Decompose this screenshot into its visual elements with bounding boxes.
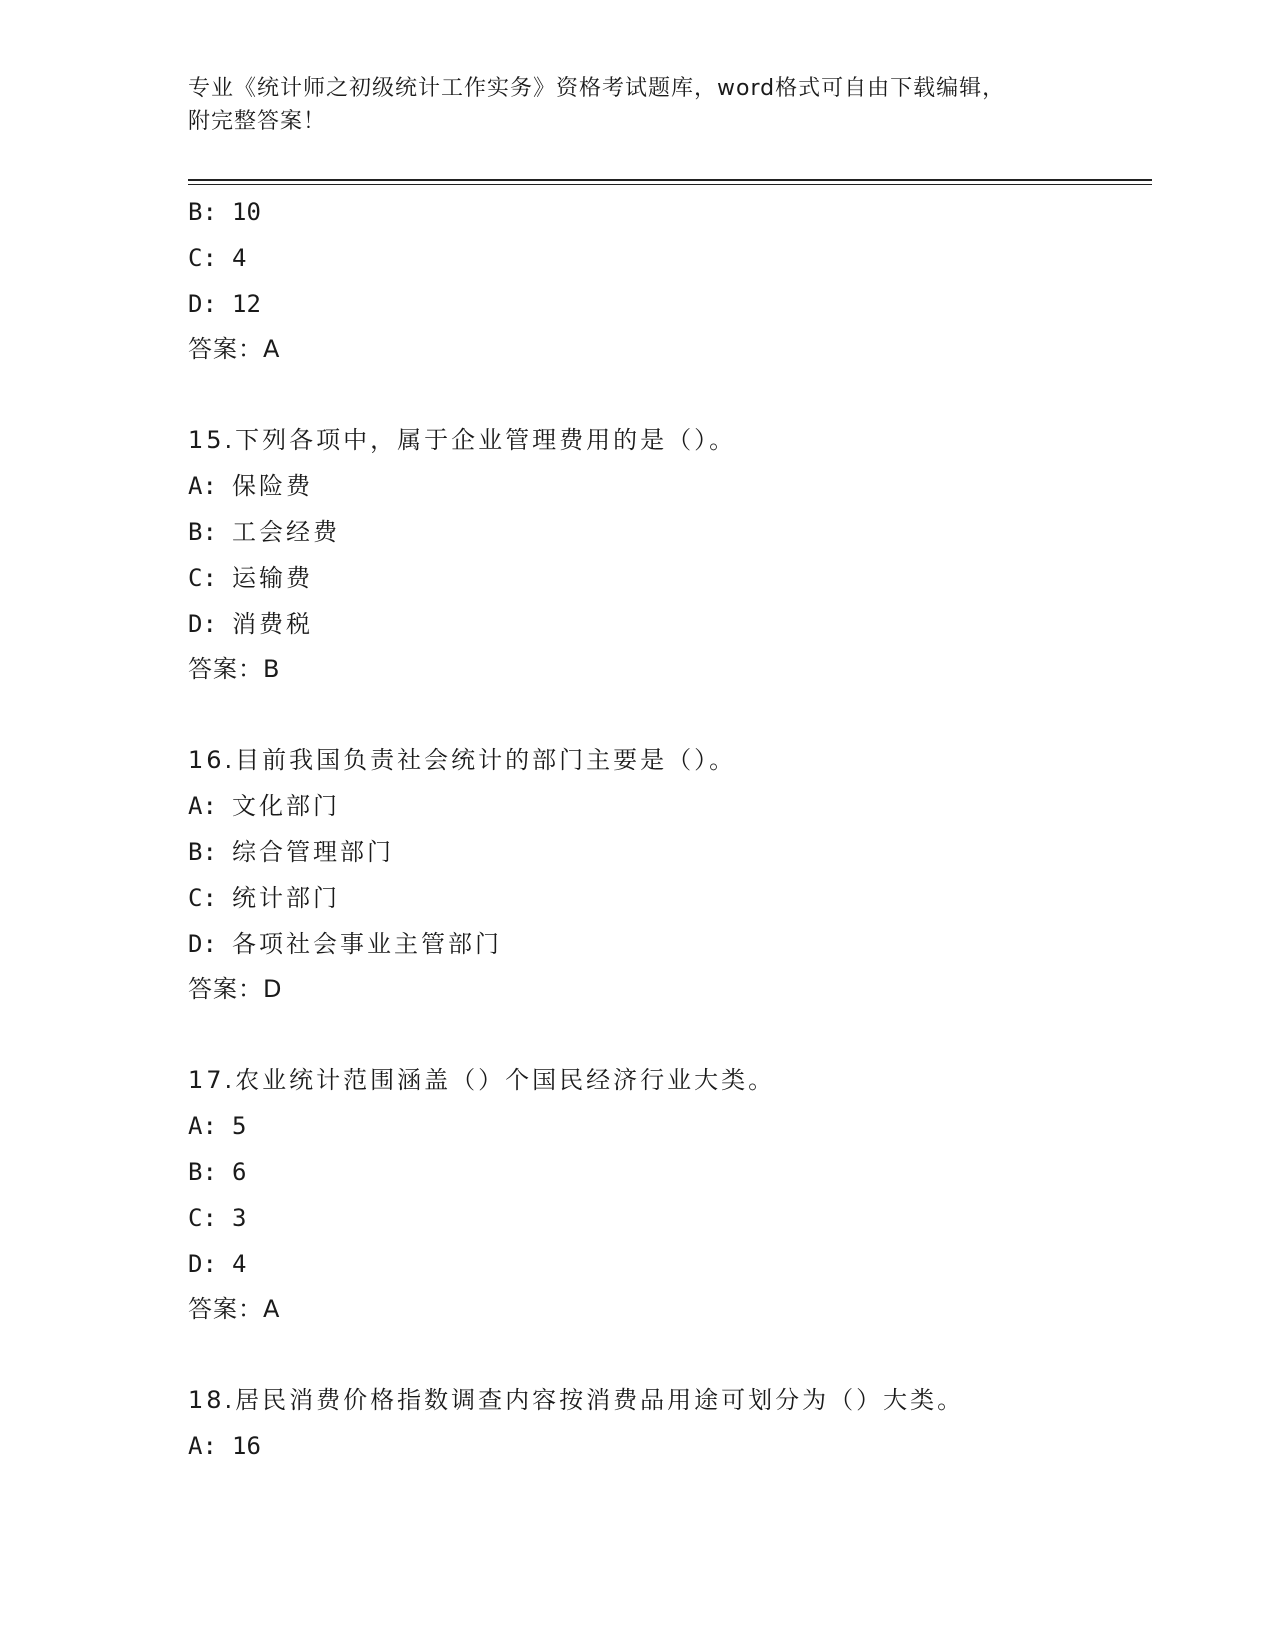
- option-letter: D:: [188, 930, 217, 958]
- option-text: 12: [232, 290, 261, 318]
- option-row: [188, 196, 261, 228]
- option-text: 4: [232, 244, 247, 272]
- option-letter: C:: [188, 1204, 217, 1232]
- option-text: 综合管理部门: [232, 838, 394, 866]
- question-stem: 18.居民消费价格指数调查内容按消费品用途可划分为（）大类。: [188, 1386, 965, 1414]
- question-stem: 17.农业统计范围涵盖（）个国民经济行业大类。: [188, 1066, 776, 1094]
- option-letter: C:: [188, 884, 217, 912]
- option-text: 16: [232, 1432, 261, 1460]
- option-text: 4: [232, 1250, 247, 1278]
- option-letter: C:: [188, 564, 217, 592]
- option-row: [188, 1156, 246, 1188]
- option-row: [188, 1202, 246, 1234]
- option-row: [188, 836, 394, 868]
- question-stem: 15.下列各项中，属于企业管理费用的是（）。: [188, 426, 737, 454]
- header-line-2: 附完整答案！: [188, 109, 327, 134]
- option-row: [188, 790, 340, 822]
- option-row: [188, 562, 313, 594]
- option-letter: A:: [188, 792, 217, 820]
- answer-line: 答案：A: [188, 335, 281, 363]
- header-divider-thin: [188, 184, 1152, 185]
- option-text: 工会经费: [232, 518, 340, 546]
- option-text: 保险费: [232, 472, 313, 500]
- option-text: 10: [232, 198, 261, 226]
- option-text: 消费税: [232, 610, 313, 638]
- option-letter: A:: [188, 1432, 217, 1460]
- option-row: [188, 470, 313, 502]
- option-text: 6: [232, 1158, 247, 1186]
- option-letter: D:: [188, 1250, 217, 1278]
- option-row: [188, 288, 261, 320]
- option-text: 5: [232, 1112, 247, 1140]
- option-letter: A:: [188, 1112, 217, 1140]
- header-divider-thick: [188, 179, 1152, 181]
- document-header: [188, 72, 1108, 138]
- option-row: [188, 242, 246, 274]
- option-row: [188, 1248, 246, 1280]
- option-letter: B:: [188, 1158, 217, 1186]
- answer-line: 答案：B: [188, 655, 281, 683]
- option-letter: B:: [188, 838, 217, 866]
- option-row: [188, 882, 340, 914]
- option-row: [188, 928, 502, 960]
- option-row: [188, 1110, 246, 1142]
- option-text: 统计部门: [232, 884, 340, 912]
- option-row: [188, 516, 340, 548]
- answer-line: 答案：A: [188, 1295, 281, 1323]
- option-text: 运输费: [232, 564, 313, 592]
- option-text: 文化部门: [232, 792, 340, 820]
- option-letter: D:: [188, 290, 217, 318]
- answer-line: 答案：D: [188, 975, 283, 1003]
- header-line-1: 专业《统计师之初级统计工作实务》资格考试题库，word格式可自由下载编辑，: [188, 76, 1006, 101]
- option-row: [188, 608, 313, 640]
- option-letter: C:: [188, 244, 217, 272]
- question-stem: 16.目前我国负责社会统计的部门主要是（）。: [188, 746, 737, 774]
- option-letter: B:: [188, 198, 217, 226]
- option-letter: B:: [188, 518, 217, 546]
- option-letter: A:: [188, 472, 217, 500]
- option-row: [188, 1430, 261, 1462]
- option-text: 各项社会事业主管部门: [232, 930, 502, 958]
- option-text: 3: [232, 1204, 247, 1232]
- option-letter: D:: [188, 610, 217, 638]
